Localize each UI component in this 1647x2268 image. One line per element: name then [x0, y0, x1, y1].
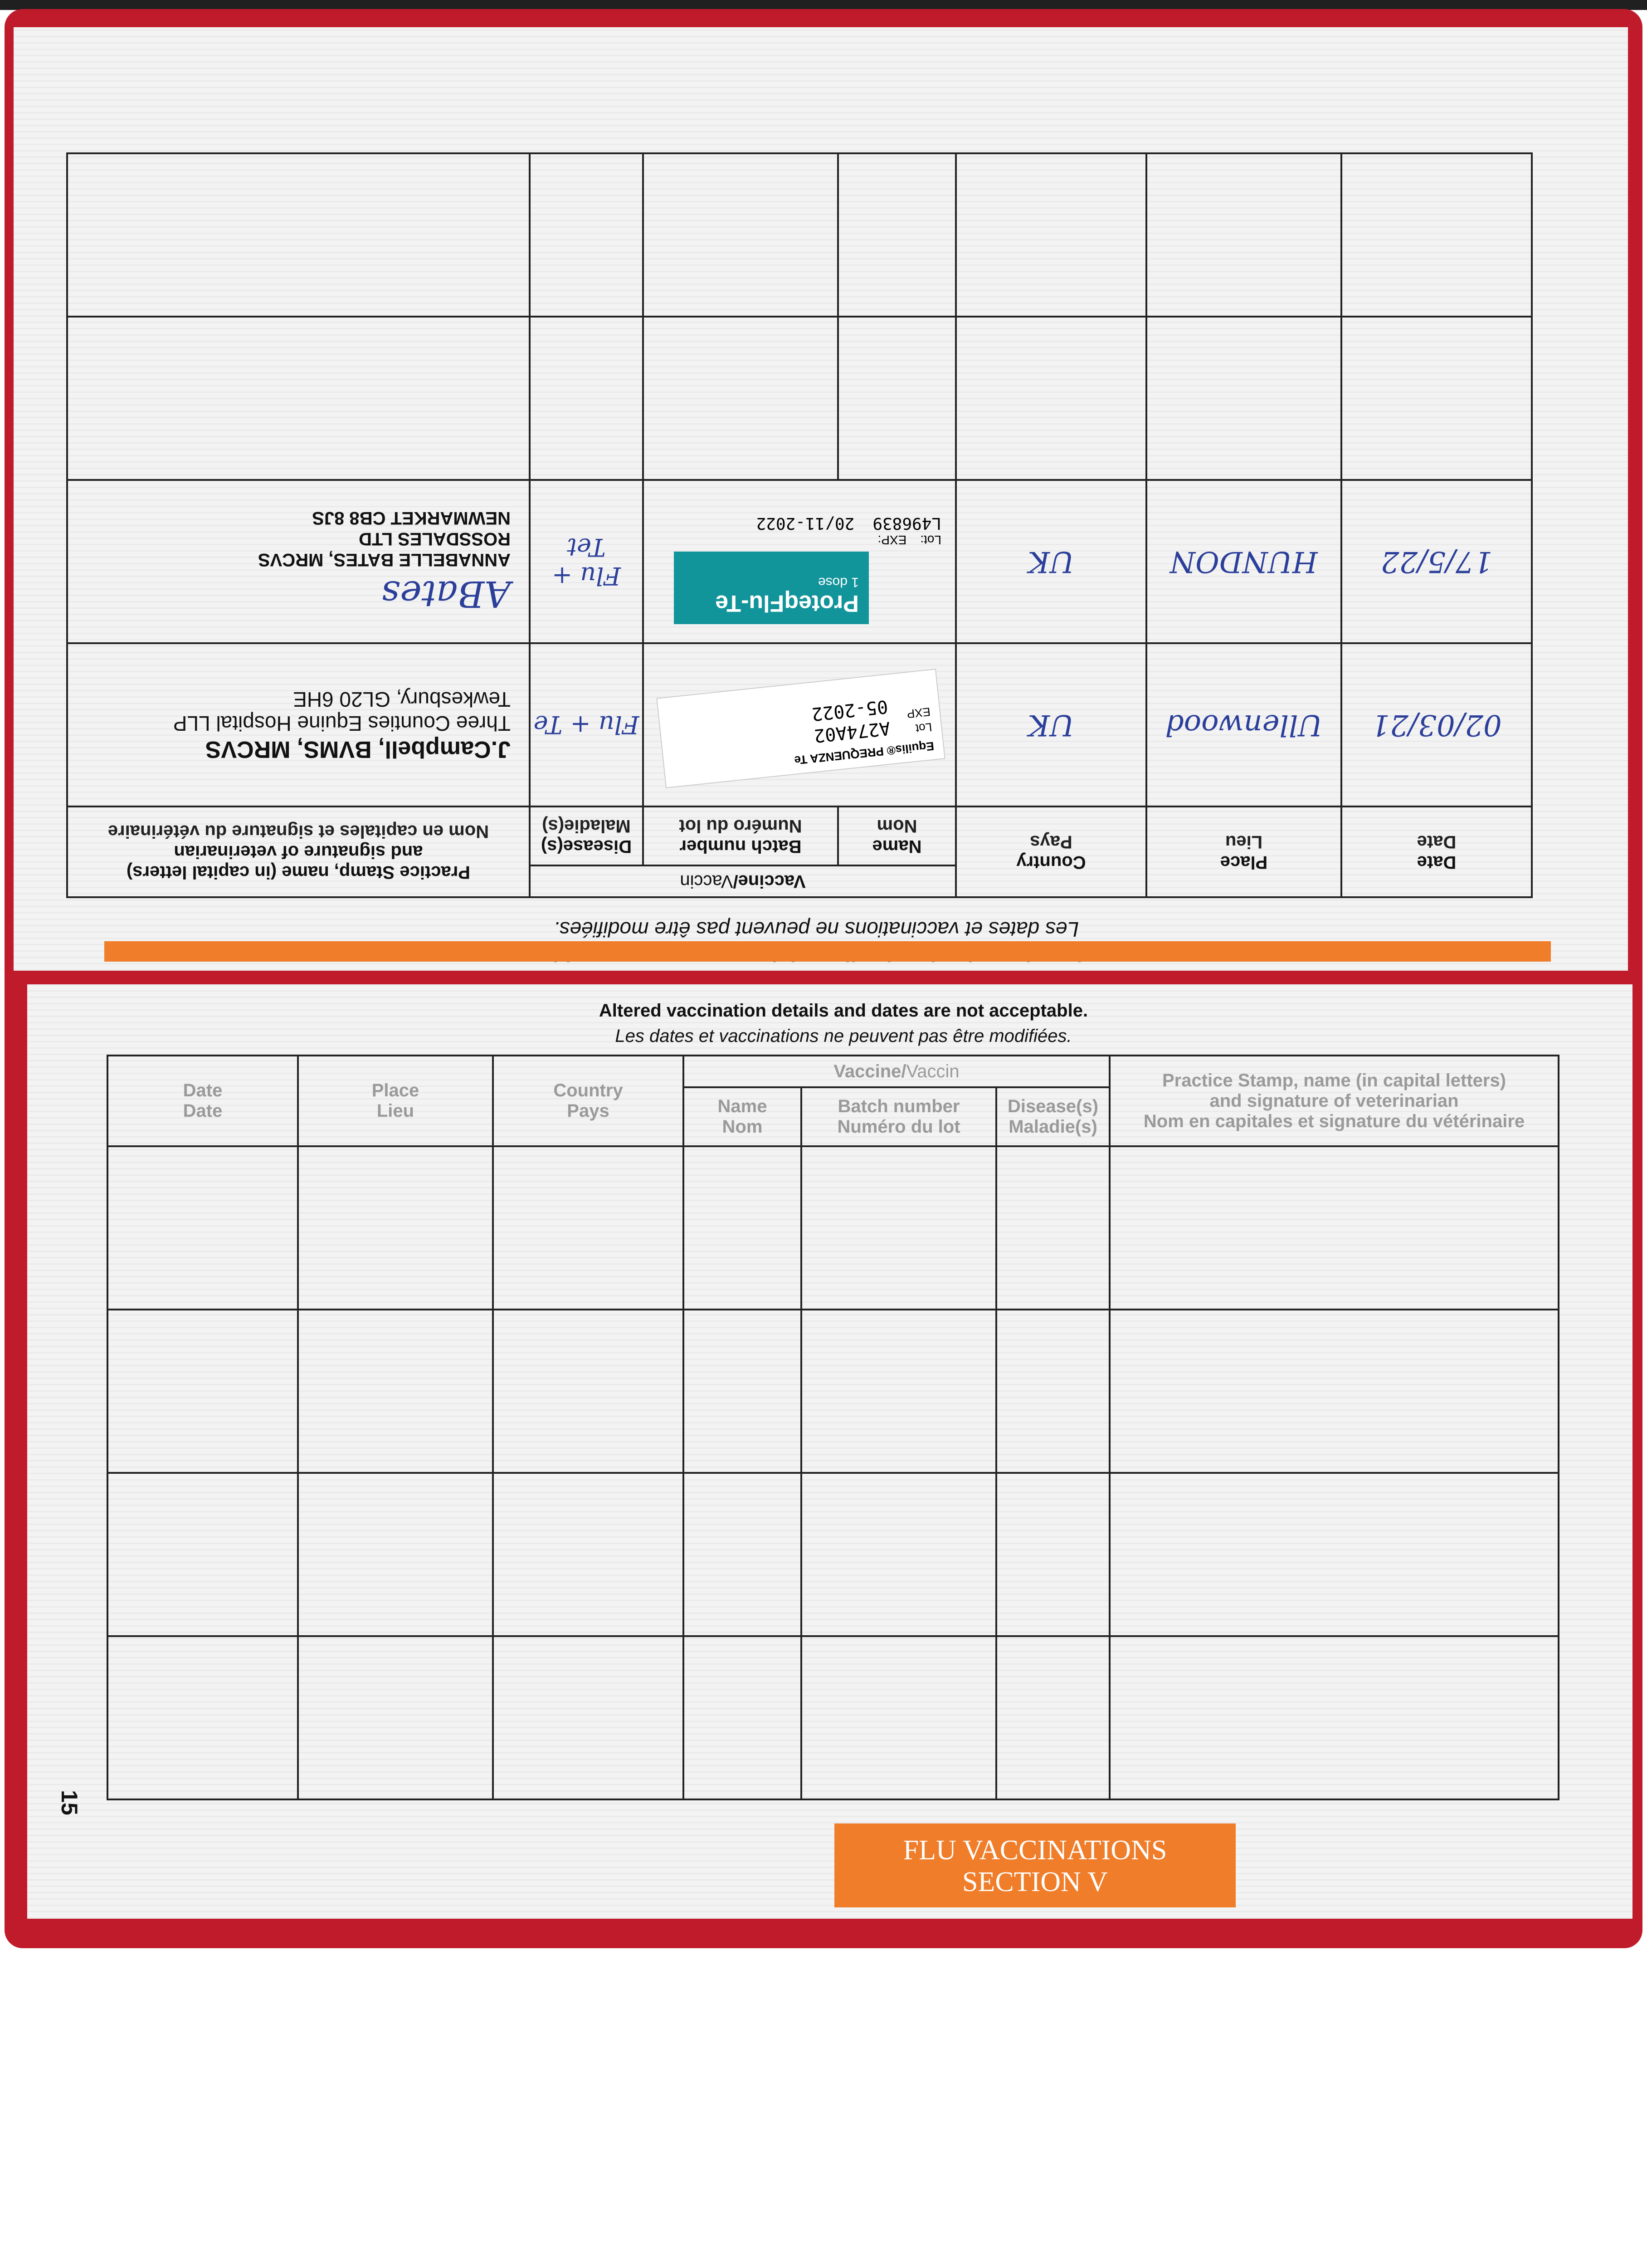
disease-cell: Flu + Tet: [530, 480, 643, 643]
place-cell: Ullenwood: [1146, 643, 1341, 807]
sticker-lot: A274A02: [813, 717, 892, 746]
table-row: [67, 153, 1532, 317]
section-tab-line: FLU VACCINATIONS: [903, 1835, 1167, 1866]
sticker-exp-label: EXP: [906, 705, 931, 721]
notice-fr: Les dates et vaccinations ne peuvent pas être modifiées.: [553, 918, 1079, 941]
sticker-lot-label: Lot:: [920, 533, 941, 547]
stamp-header: Practice Stamp, name (in capital letters) and signature of veterinarian Nom en capitales et signature du vétérinaire: [67, 807, 530, 897]
stamp-cell: [67, 643, 530, 807]
page-number: 15: [56, 1790, 82, 1815]
vaccine-sticker: [660, 497, 941, 624]
vaccine-header: Vaccine/Vaccin: [530, 865, 956, 897]
table-row: [67, 643, 1532, 807]
upper-page: [14, 27, 1628, 971]
vaccine-sticker-cell: [643, 480, 956, 643]
notice-fr: Les dates et vaccinations ne peuvent pas être modifiées.: [615, 1026, 1072, 1046]
stamp-line: ROSSDALES LTD: [359, 529, 511, 549]
name-header: Name Nom: [838, 807, 956, 865]
place-cell: HUNDON: [1146, 480, 1341, 643]
notice-en: Altered vaccination details and dates are not acceptable.: [599, 1001, 1088, 1021]
sticker-lot: L496839: [872, 514, 941, 533]
section-tab-line: SECTION V: [962, 1867, 1108, 1897]
place-header: Place Lieu: [298, 1056, 493, 1146]
stamp-cell: [67, 480, 530, 643]
stamp-header: Practice Stamp, name (in capital letters) and signature of veterinarian Nom en capitales et signature du vétérinaire: [1110, 1056, 1559, 1146]
lower-vaccination-table: [107, 1055, 1559, 1800]
header-row: [67, 865, 1532, 897]
sticker-brand: Equilis® PREQUENZA Te: [794, 739, 935, 767]
disease-header: Disease(s) Maladie(s): [996, 1087, 1110, 1146]
vaccine-sticker: [656, 669, 945, 788]
date-cell: 02/03/21: [1341, 643, 1532, 807]
table-row: [107, 1146, 1559, 1310]
vaccine-sticker-cell: [643, 643, 956, 807]
place-header: Place Lieu: [1146, 807, 1341, 897]
stamp-line: J.Campbell, BVMS, MRCVS: [205, 736, 511, 763]
country-header: Country Pays: [956, 807, 1146, 897]
batch-header: Batch number Numéro du lot: [801, 1087, 996, 1146]
country-cell: UK: [956, 643, 1146, 807]
scan-edge: [0, 0, 1647, 10]
date-cell: 17/5/22: [1341, 480, 1532, 643]
notice-faded: [254, 998, 1433, 1049]
batch-header: Batch number Numéro du lot: [643, 807, 838, 865]
sticker-exp-label: EXP:: [877, 533, 907, 547]
table-row: [67, 480, 1532, 643]
signature: ABates: [381, 573, 511, 616]
orange-strip: [104, 941, 1551, 962]
sticker-exp: 05-2022: [810, 695, 889, 725]
stamp-line: Three Counties Equine Hospital LLP: [173, 712, 511, 735]
upper-page-content: [14, 27, 1628, 971]
name-header: Name Nom: [683, 1087, 801, 1146]
sticker-brand: ProteqFlu-Te: [715, 590, 859, 616]
sticker-lot-label: Lot: [915, 720, 933, 736]
date-header: Date Date: [1341, 807, 1532, 897]
lower-page: [27, 984, 1632, 1919]
table-row: [107, 1636, 1559, 1799]
sticker-dose: 1 dose: [818, 575, 859, 590]
disease-cell: Flu + Te: [530, 643, 643, 807]
vaccine-header: Vaccine/Vaccin: [683, 1056, 1110, 1087]
country-header: Country Pays: [493, 1056, 683, 1146]
disease-header: Disease(s) Maladie(s): [530, 807, 643, 865]
table-row: [107, 1473, 1559, 1636]
scan-background: [0, 1950, 1647, 2268]
section-tab: [834, 1823, 1236, 1907]
header-row: [107, 1056, 1559, 1087]
stamp-line: ANNABELLE BATES, MRCVS: [258, 550, 511, 570]
stamp-line: Tewkesbury, GL20 6HE: [293, 688, 511, 712]
table-row: [107, 1310, 1559, 1473]
table-row: [67, 317, 1532, 480]
date-header: Date Date: [107, 1056, 298, 1146]
stamp-line: NEWMARKET CB8 8JS: [312, 508, 511, 528]
country-cell: UK: [956, 480, 1146, 643]
upper-vaccination-table: [66, 152, 1533, 898]
sticker-exp: 20/11-2022: [756, 514, 855, 533]
